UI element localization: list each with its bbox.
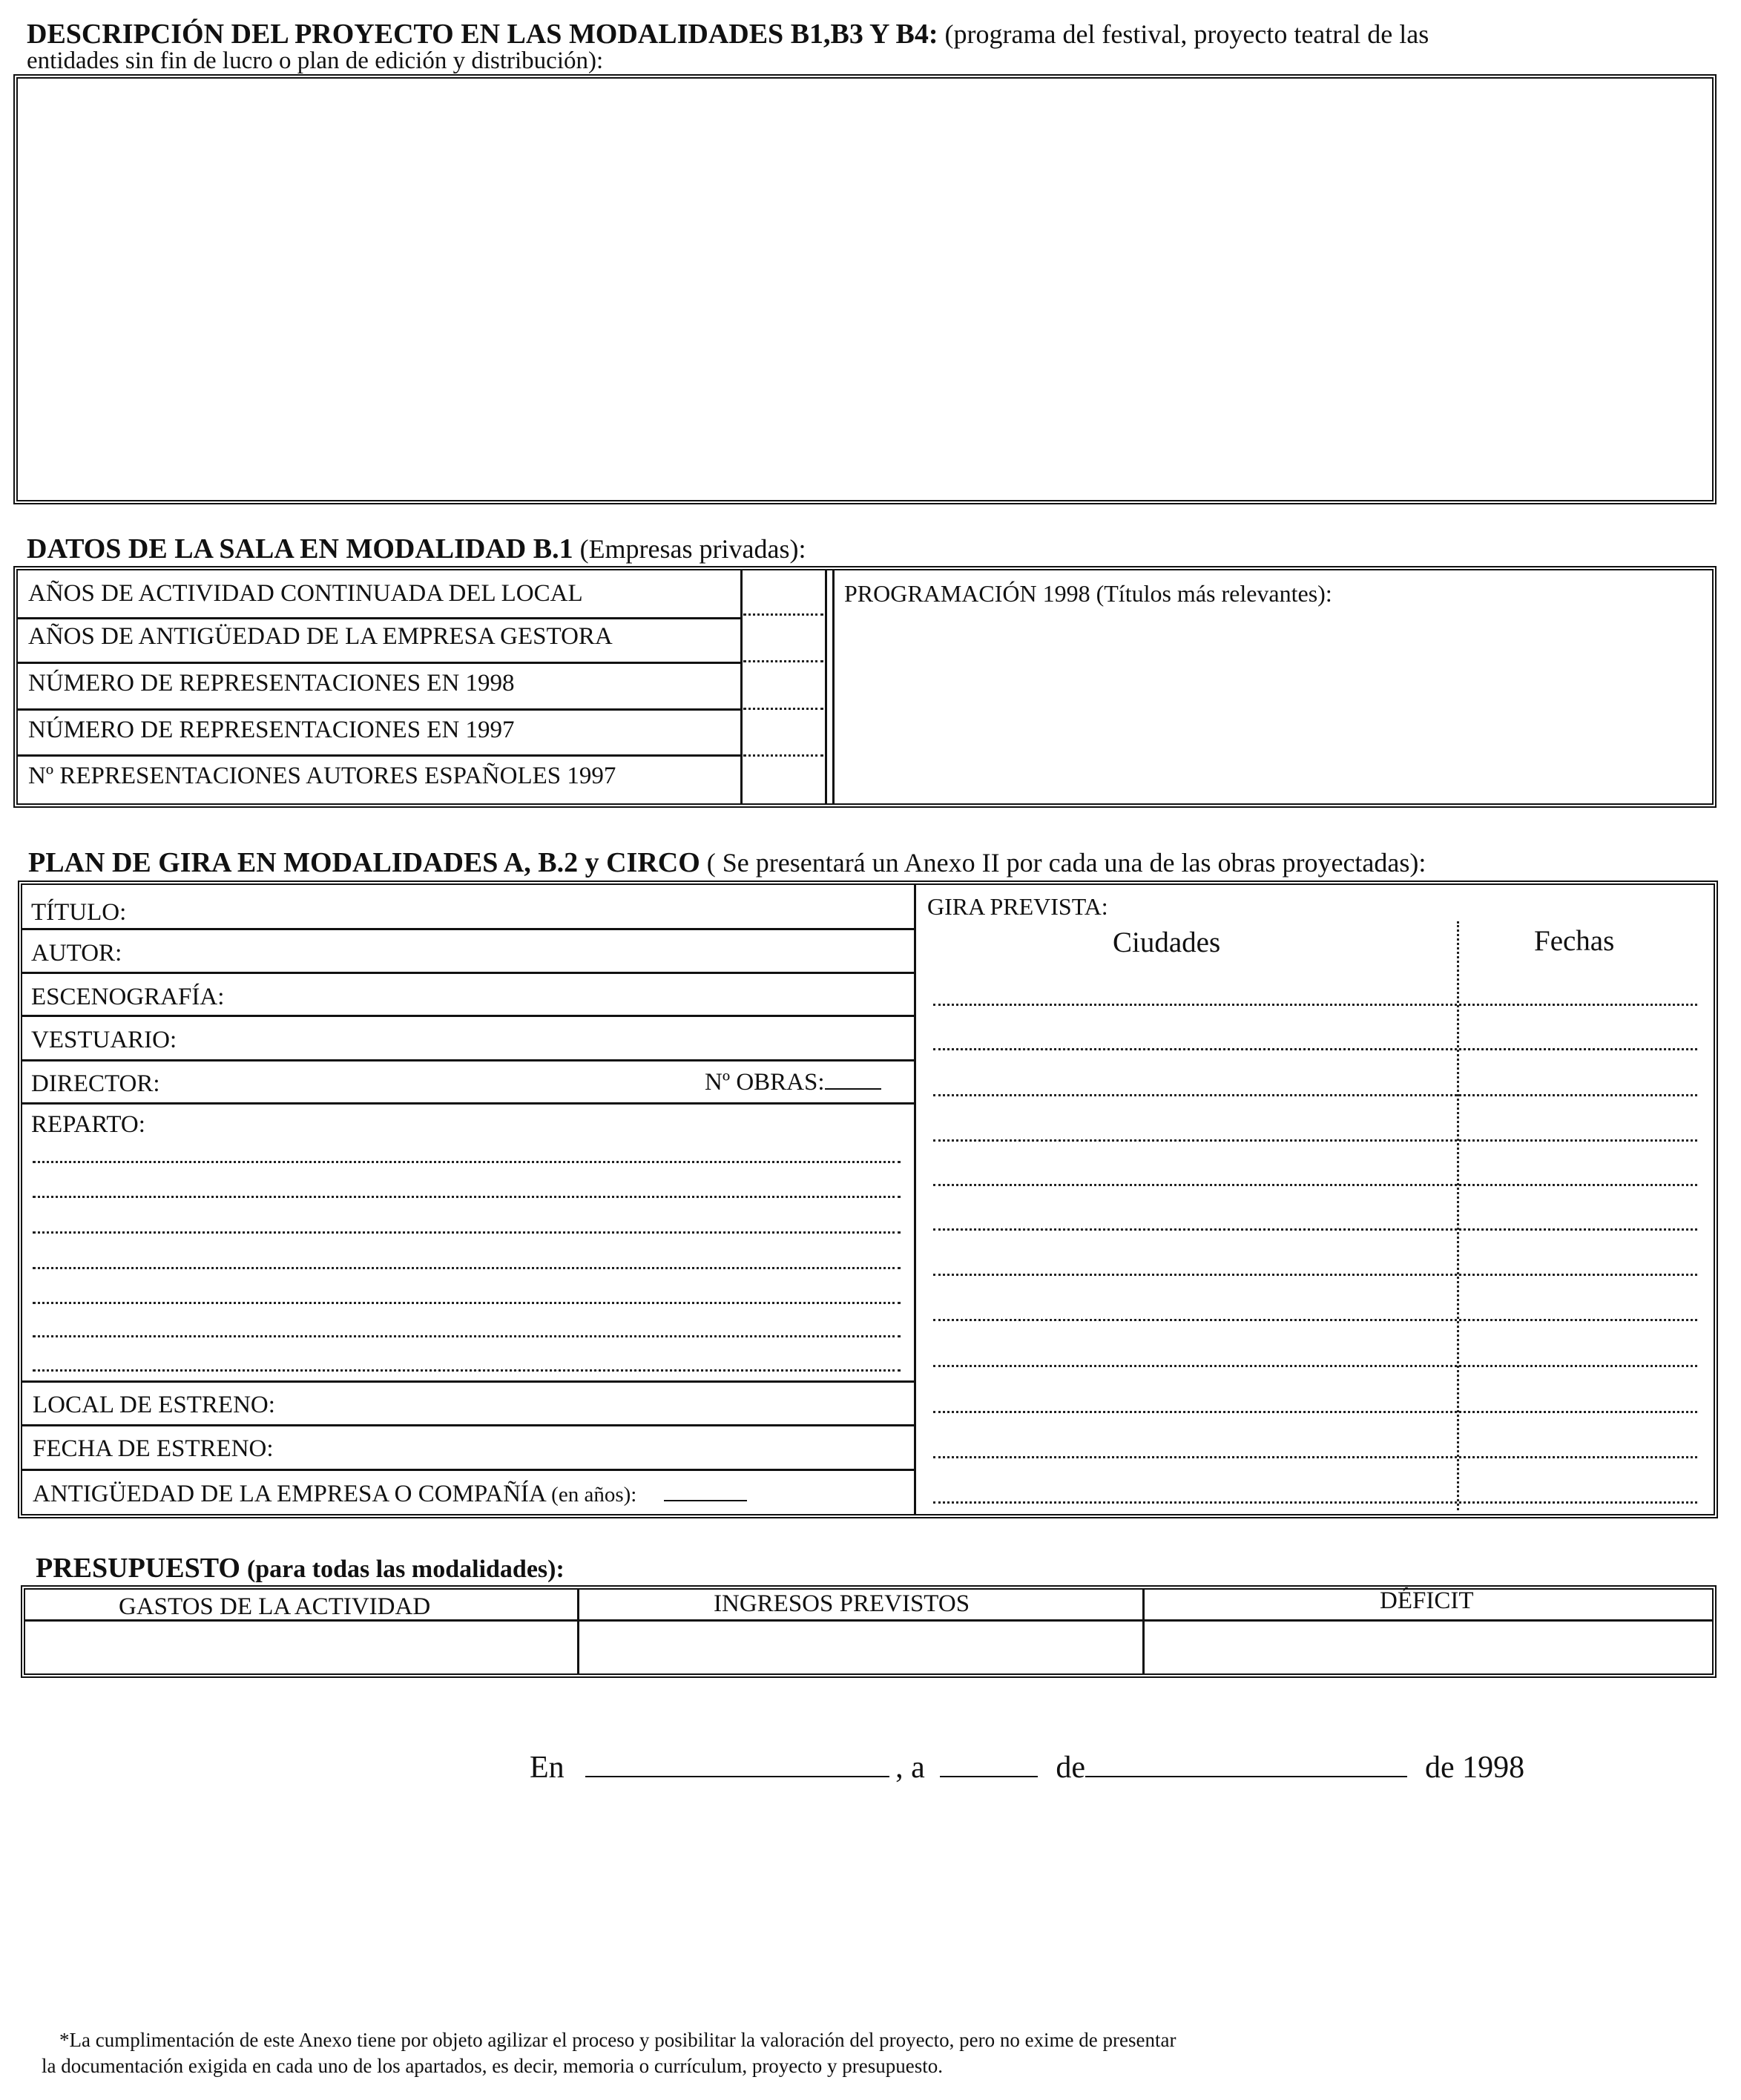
director-label: DIRECTOR:	[31, 1070, 160, 1097]
gira-entry-line[interactable]	[933, 1004, 1697, 1006]
gira-entry-line[interactable]	[933, 1456, 1697, 1458]
sala-divider-3	[832, 570, 835, 803]
sala-row-line	[18, 662, 740, 664]
presupuesto-title-rest: (para todas las modalidades):	[246, 1556, 565, 1583]
signature-month-field[interactable]	[1085, 1746, 1407, 1777]
gira-row-line	[22, 1424, 914, 1426]
reparto-line[interactable]	[33, 1369, 901, 1372]
reparto-line[interactable]	[33, 1302, 901, 1304]
sala-divider-1	[740, 570, 743, 803]
num-obras-field[interactable]	[825, 1066, 881, 1090]
sala-row-label: NÚMERO DE REPRESENTACIONES EN 1997	[28, 717, 515, 743]
gastos-field[interactable]	[27, 1623, 574, 1672]
sala-divider-2	[825, 570, 827, 803]
col-ciudades-header: Ciudades	[1113, 926, 1221, 958]
local-estreno-label: LOCAL DE ESTRENO:	[33, 1392, 275, 1418]
col-ingresos-header: INGRESOS PREVISTOS	[714, 1590, 970, 1617]
sala-row-line	[18, 708, 740, 711]
presupuesto-title	[36, 1552, 565, 1584]
sala-row-label: NÚMERO DE REPRESENTACIONES EN 1998	[28, 670, 515, 697]
signature-day-field[interactable]	[940, 1746, 1038, 1777]
gira-divider	[914, 885, 916, 1514]
gira-table	[18, 881, 1718, 1518]
programacion-field[interactable]	[835, 616, 1712, 801]
signature-a: , a	[895, 1751, 925, 1785]
gira-prevista-label: GIRA PREVISTA:	[927, 893, 1108, 920]
titulo-label: TÍTULO:	[31, 899, 127, 926]
sala-row-line	[18, 617, 740, 619]
col-deficit-header: DÉFICIT	[1380, 1587, 1474, 1614]
gira-entry-line[interactable]	[933, 1319, 1697, 1321]
footnote-line-1: *La cumplimentación de este Anexo tiene por objeto agilizar el proceso y posibilitar la valoración del proyecto, pero no exime de presentar	[59, 2029, 1176, 2051]
escenografia-label: ESCENOGRAFÍA:	[31, 984, 225, 1010]
description-title-rest: (programa del festival, proyecto teatral de las	[944, 19, 1429, 49]
sala-value-line[interactable]	[743, 708, 823, 710]
ingresos-field[interactable]	[582, 1623, 1139, 1672]
signature-line	[530, 1746, 1524, 1785]
gira-entry-line[interactable]	[933, 1228, 1697, 1231]
presupuesto-divider	[1142, 1590, 1145, 1673]
gira-row-line	[22, 1059, 914, 1061]
num-obras-label	[705, 1066, 881, 1096]
sala-value-line[interactable]	[743, 613, 823, 616]
reparto-line[interactable]	[33, 1231, 901, 1234]
sala-row-label: AÑOS DE ANTIGÜEDAD DE LA EMPRESA GESTORA	[28, 623, 613, 650]
gira-entry-line[interactable]	[933, 1094, 1697, 1096]
signature-year: de 1998	[1424, 1751, 1525, 1785]
description-title	[27, 18, 1429, 50]
sala-row-label: AÑOS DE ACTIVIDAD CONTINUADA DEL LOCAL	[28, 580, 583, 607]
signature-en: En	[530, 1751, 565, 1785]
gira-title-rest: ( Se presentará un Anexo II por cada una de las obras proyectadas):	[706, 848, 1426, 878]
gira-row-line	[22, 1102, 914, 1105]
antiguedad-field[interactable]	[664, 1478, 747, 1501]
sala-value-line[interactable]	[743, 660, 823, 662]
reparto-line[interactable]	[33, 1267, 901, 1269]
gira-row-line	[22, 928, 914, 930]
antiguedad-label	[33, 1478, 747, 1508]
sala-title	[27, 533, 806, 565]
reparto-line[interactable]	[33, 1161, 901, 1163]
autor-label: AUTOR:	[31, 940, 122, 967]
presupuesto-divider	[577, 1590, 579, 1673]
gira-title	[28, 846, 1426, 879]
gira-row-line	[22, 972, 914, 974]
sala-row-line	[18, 754, 740, 757]
description-box[interactable]	[13, 74, 1717, 504]
col-fechas-header: Fechas	[1534, 925, 1615, 957]
presupuesto-title-bold: PRESUPUESTO	[36, 1553, 240, 1584]
gira-entry-line[interactable]	[933, 1274, 1697, 1276]
gira-title-bold: PLAN DE GIRA EN MODALIDADES A, B.2 y CIRCO	[28, 847, 700, 878]
gira-entry-line[interactable]	[933, 1184, 1697, 1186]
fecha-estreno-label: FECHA DE ESTRENO:	[33, 1435, 274, 1462]
gira-column-divider	[1457, 921, 1459, 1510]
description-title-bold: DESCRIPCIÓN DEL PROYECTO EN LAS MODALIDADES B1,B3 Y B4:	[27, 19, 938, 50]
reparto-label: REPARTO:	[31, 1111, 145, 1138]
vestuario-label: VESTUARIO:	[31, 1027, 177, 1053]
gira-entry-line[interactable]	[933, 1365, 1697, 1367]
signature-de: de	[1056, 1751, 1085, 1785]
gira-entry-line[interactable]	[933, 1501, 1697, 1504]
gira-entry-line[interactable]	[933, 1411, 1697, 1413]
gira-entry-line[interactable]	[933, 1048, 1697, 1050]
gira-entry-line[interactable]	[933, 1139, 1697, 1142]
gira-row-line	[22, 1015, 914, 1017]
footnote-line-2: la documentación exigida en cada uno de los apartados, es decir, memoria o currículum, proyecto y presupuesto.	[42, 2055, 943, 2077]
description-title-line2: entidades sin fin de lucro o plan de edición y distribución):	[27, 47, 604, 74]
col-gastos-header: GASTOS DE LA ACTIVIDAD	[119, 1593, 431, 1620]
num-obras-text: Nº OBRAS:	[705, 1069, 825, 1096]
gira-row-line	[22, 1469, 914, 1471]
antiguedad-text: ANTIGÜEDAD DE LA EMPRESA O COMPAÑÍA	[33, 1481, 545, 1507]
antiguedad-unit: (en años):	[551, 1483, 637, 1507]
signature-place-field[interactable]	[585, 1746, 889, 1777]
reparto-line[interactable]	[33, 1196, 901, 1198]
reparto-line[interactable]	[33, 1335, 901, 1337]
sala-title-bold: DATOS DE LA SALA EN MODALIDAD B.1	[27, 533, 573, 565]
programacion-label: PROGRAMACIÓN 1998 (Títulos más relevantes):	[844, 580, 1332, 607]
sala-value-line[interactable]	[743, 754, 823, 757]
gira-row-line	[22, 1380, 914, 1383]
sala-row-label: Nº REPRESENTACIONES AUTORES ESPAÑOLES 1997	[28, 763, 616, 789]
sala-title-rest: (Empresas privadas):	[579, 534, 806, 564]
deficit-field[interactable]	[1147, 1623, 1711, 1672]
